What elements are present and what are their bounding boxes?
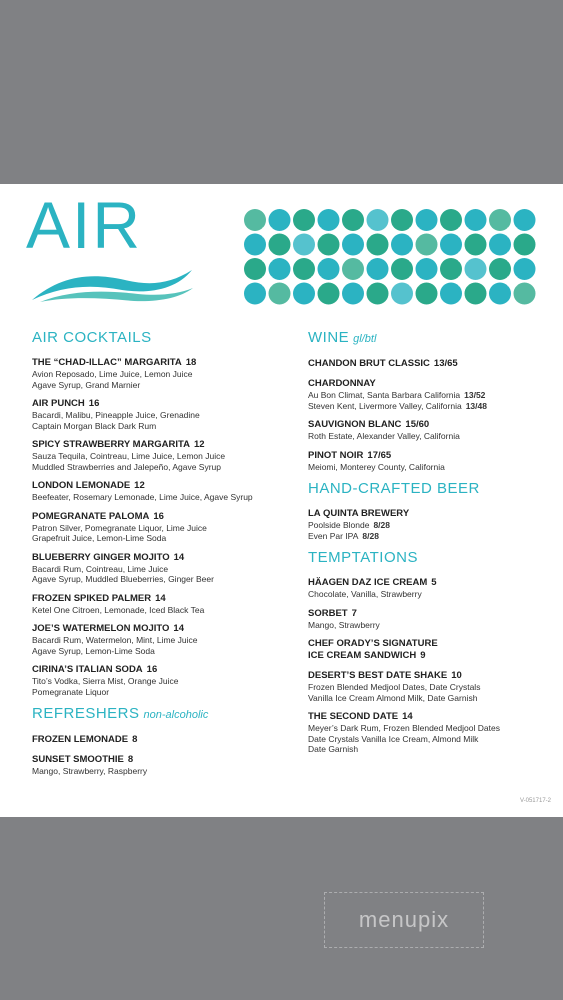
menu-item — [32, 623, 294, 656]
section-heading-wine — [308, 329, 548, 348]
item-description — [308, 462, 548, 473]
menu-item — [32, 439, 294, 472]
section-heading-beer: HAND-CRAFTED BEER — [308, 480, 480, 497]
item-title: LONDON LEMONADE — [32, 480, 131, 491]
item-title: POMEGRANATE PALOMA — [32, 510, 150, 522]
item-price: 16 — [146, 664, 158, 675]
pattern-square — [311, 252, 321, 262]
item-price: 16 — [153, 510, 164, 522]
item-name — [32, 511, 294, 523]
menu-item — [32, 357, 294, 390]
description-price: 13/52 — [464, 390, 486, 400]
item-description — [308, 520, 548, 531]
item-name — [308, 378, 548, 390]
pattern-square — [360, 252, 370, 262]
item-title: FROZEN LEMONADE — [32, 734, 129, 745]
pattern-square — [311, 276, 321, 286]
item-title: CHEF ORADY’S SIGNATURE — [308, 638, 438, 649]
item-name — [308, 358, 548, 370]
menu-item — [308, 670, 548, 703]
item-description: Beefeater, Rosemary Lemonade, Lime Juice, Agave Syrup — [32, 492, 253, 502]
menu-item — [32, 398, 294, 431]
item-price: 12 — [194, 439, 205, 450]
pattern-square — [262, 276, 272, 286]
item-title: LA QUINTA BREWERY — [308, 508, 410, 519]
item-price: 14 — [155, 592, 166, 604]
item-description: Mango, Strawberry — [308, 619, 380, 630]
item-name — [308, 508, 548, 520]
item-description: Chocolate, Vanilla, Strawberry — [308, 589, 422, 599]
footer-code: V-051717-2 — [519, 798, 551, 804]
right-column — [308, 329, 548, 763]
item-name — [308, 608, 548, 620]
item-description: Bacardi Rum, Watermelon, Mint, Lime Juice — [32, 635, 198, 645]
item-title: CIRINA’S ITALIAN SODA — [32, 664, 143, 675]
item-name — [308, 450, 548, 462]
menu-item — [32, 552, 294, 585]
menu-item — [308, 638, 548, 662]
menu-item — [308, 577, 548, 600]
pattern-square — [409, 276, 419, 286]
left-column — [32, 329, 294, 785]
description-price: 8/28 — [373, 520, 390, 530]
item-name — [308, 670, 548, 682]
item-title: SPICY STRAWBERRY MARGARITA — [32, 439, 190, 450]
refreshers-subheading: non-alcoholic — [143, 709, 209, 721]
wine-heading-text: WINE — [308, 329, 350, 346]
section-heading-temptations: TEMPTATIONS — [308, 549, 418, 566]
section-heading-refreshers — [32, 705, 294, 724]
item-title: SUNSET SMOOTHIE — [32, 754, 124, 765]
item-title: SORBET — [308, 607, 348, 619]
item-description — [308, 431, 548, 442]
item-name — [32, 754, 294, 766]
menu-item — [308, 608, 548, 631]
pattern-square — [507, 227, 517, 237]
menu-item — [308, 358, 548, 370]
description-text: Poolside Blonde — [308, 520, 370, 530]
item-description: Date Crystals Vanilla Ice Cream, Almond Milk — [308, 733, 479, 744]
item-price: 17/65 — [367, 449, 392, 461]
item-description — [308, 401, 548, 412]
item-description — [308, 531, 548, 542]
pattern-square — [409, 227, 419, 237]
description-text: Meiomi, Monterey County, California — [308, 461, 445, 472]
item-title: PINOT NOIR — [308, 449, 364, 461]
menu-item — [32, 664, 294, 697]
item-description — [308, 390, 548, 401]
wine-subheading: gl/btl — [353, 333, 377, 345]
item-title: HÄAGEN DAZ ICE CREAM — [308, 577, 428, 588]
brand-title: AIR — [26, 188, 143, 262]
temptation-list — [308, 577, 548, 755]
item-price: 10 — [451, 670, 462, 681]
description-text: Even Par IPA — [308, 530, 359, 541]
menu-item — [32, 480, 294, 503]
item-price: 14 — [402, 711, 413, 722]
item-description: Agave Syrup, Lemon-Lime Soda — [32, 645, 155, 656]
pattern-square — [409, 252, 419, 262]
item-name — [32, 480, 294, 492]
item-name — [32, 439, 294, 451]
item-title: THE “CHAD-ILLAC” MARGARITA — [32, 357, 182, 368]
item-price: 13/65 — [433, 358, 458, 369]
menupix-watermark: menupix — [324, 892, 484, 948]
item-description: Agave Syrup, Grand Marnier — [32, 379, 141, 390]
pattern-square — [507, 252, 517, 262]
menu-item — [308, 378, 548, 411]
item-title: SAUVIGNON BLANC — [308, 419, 402, 430]
refreshers-heading-text: REFRESHERS — [32, 705, 140, 722]
pattern-square — [458, 252, 468, 262]
item-title: CHARDONNAY — [308, 378, 376, 389]
pattern-square — [507, 276, 517, 286]
item-name — [32, 623, 294, 635]
item-description: Vanilla Ice Cream Almond Milk, Date Garnish — [308, 692, 478, 703]
menu-item — [32, 754, 294, 777]
menu-item — [308, 711, 548, 755]
description-text: Au Bon Climat, Santa Barbara California — [308, 390, 461, 400]
item-price: 5 — [431, 577, 437, 588]
item-price: 14 — [173, 623, 184, 634]
item-title: JOE’S WATERMELON MOJITO — [32, 623, 170, 634]
item-name — [32, 398, 294, 410]
wine-list — [308, 358, 548, 472]
item-title: AIR PUNCH — [32, 398, 85, 409]
item-description: Ketel One Citroen, Lemonade, Iced Black Tea — [32, 604, 205, 615]
item-description: Captain Morgan Black Dark Rum — [32, 420, 157, 431]
dot-pattern-icon — [243, 208, 539, 306]
item-description: Tito’s Vodka, Sierra Mist, Orange Juice — [32, 676, 179, 686]
item-name — [32, 734, 294, 746]
cocktail-list — [32, 357, 294, 697]
pattern-square — [360, 276, 370, 286]
menu-item — [32, 593, 294, 616]
pattern-square — [458, 227, 468, 237]
pattern-square — [311, 227, 321, 237]
item-name — [32, 593, 294, 605]
item-description: Mango, Strawberry, Raspberry — [32, 766, 148, 776]
item-title: DESERT’S BEST DATE SHAKE — [308, 670, 448, 681]
item-title: CHANDON BRUT CLASSIC — [308, 358, 430, 369]
pattern-square — [458, 276, 468, 286]
item-description: Date Garnish — [308, 744, 359, 754]
item-description: Avion Reposado, Lime Juice, Lemon Juice — [32, 369, 193, 379]
item-title: FROZEN SPIKED PALMER — [32, 592, 152, 604]
pattern-square — [262, 227, 272, 237]
description-price: 13/48 — [465, 400, 487, 411]
refresher-list — [32, 734, 294, 777]
item-price: 8 — [132, 734, 138, 745]
item-name — [308, 711, 548, 723]
item-description: Bacardi Rum, Cointreau, Lime Juice — [32, 563, 169, 574]
item-description: Patron Silver, Pomegranate Liquor, Lime Juice — [32, 522, 207, 533]
description-text: Roth Estate, Alexander Valley, California — [308, 431, 460, 441]
item-price: 8 — [127, 754, 134, 765]
item-description: Bacardi, Malibu, Pineapple Juice, Grenadine — [32, 410, 200, 420]
item-title: THE SECOND DATE — [308, 711, 399, 722]
item-description: Muddled Strawberries and Jalepeño, Agave Syrup — [32, 461, 222, 472]
item-title: BLUEBERRY GINGER MOJITO — [32, 551, 170, 563]
item-name-line2 — [308, 650, 548, 662]
item-price: 12 — [134, 480, 145, 491]
item-price: 7 — [351, 607, 357, 619]
item-name — [32, 552, 294, 564]
menu-item — [32, 734, 294, 746]
description-price: 8/28 — [362, 530, 379, 541]
item-description: Pomegranate Liquor — [32, 686, 110, 697]
item-title: ICE CREAM SANDWICH — [308, 650, 417, 661]
item-name — [308, 577, 548, 589]
item-description: Frozen Blended Medjool Dates, Date Crystals — [308, 682, 481, 692]
section-heading-cocktails: AIR COCKTAILS — [32, 329, 152, 346]
item-name — [308, 419, 548, 431]
item-price: 18 — [185, 357, 197, 368]
item-description: Grapefruit Juice, Lemon-Lime Soda — [32, 533, 167, 543]
menu-item — [32, 511, 294, 544]
item-price: 15/60 — [405, 419, 430, 430]
item-price: 14 — [173, 551, 185, 563]
menu-page — [0, 184, 563, 817]
pattern-square — [262, 252, 272, 262]
item-price: 9 — [420, 650, 426, 661]
beer-list — [308, 508, 548, 541]
item-description: Agave Syrup, Muddled Blueberries, Ginger Beer — [32, 574, 214, 584]
menu-item — [308, 508, 548, 541]
item-name — [308, 638, 548, 650]
item-description: Sauza Tequila, Cointreau, Lime Juice, Lemon Juice — [32, 451, 226, 461]
item-name — [32, 357, 294, 369]
pattern-square — [360, 227, 370, 237]
menu-item — [308, 419, 548, 442]
item-name — [32, 664, 294, 676]
item-price: 16 — [88, 398, 100, 409]
item-description: Meyer’s Dark Rum, Frozen Blended Medjool Dates — [308, 723, 500, 733]
wave-logo-icon — [30, 262, 195, 304]
menu-item — [308, 450, 548, 473]
description-text: Steven Kent, Livermore Valley, California — [308, 400, 462, 411]
